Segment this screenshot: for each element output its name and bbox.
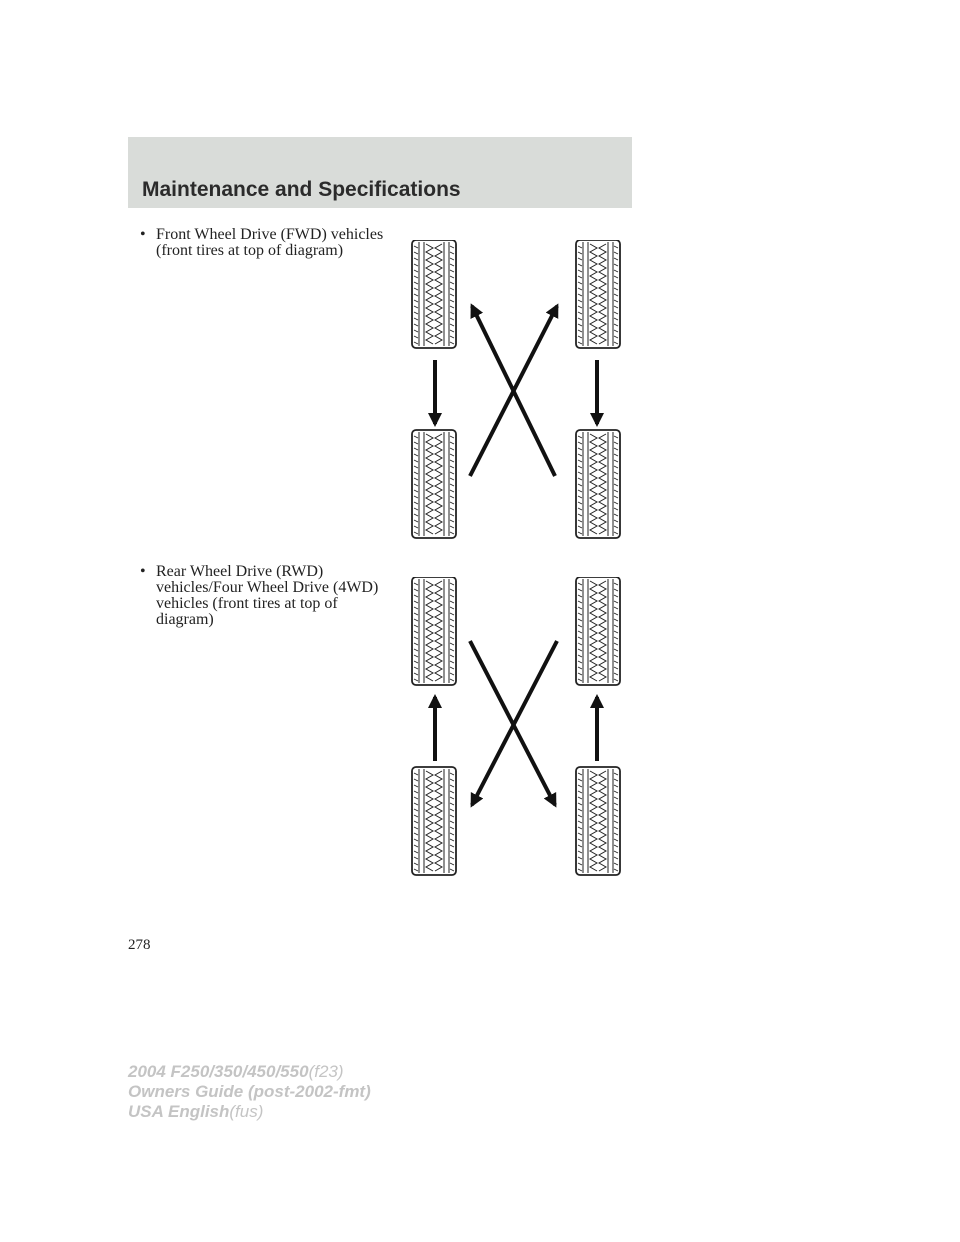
bullet-text: Rear Wheel Drive (RWD) vehicles/Four Wheel Drive (4WD) vehicles (front tires at top of diagram)	[156, 563, 379, 628]
tire-rear-left	[412, 767, 456, 875]
footer-model: 2004 F250/350/450/550	[128, 1062, 309, 1081]
tire-rear-left	[412, 430, 456, 538]
tire-rear-right	[576, 767, 620, 875]
page-number: 278	[128, 937, 151, 953]
bullet-symbol: •	[140, 226, 146, 243]
section-title: Maintenance and Specifications	[142, 178, 461, 201]
tire-rear-right	[576, 430, 620, 538]
tire-front-right	[576, 240, 620, 348]
bullet-symbol: •	[140, 563, 146, 580]
rwd-4wd-rotation-diagram	[392, 577, 632, 877]
footer-model-code: (f23)	[308, 1062, 344, 1081]
fwd-rotation-diagram	[392, 240, 632, 540]
tire-front-left	[412, 240, 456, 348]
tire-front-left	[412, 577, 456, 685]
footer-imprint	[128, 1062, 371, 1122]
footer-language: USA English	[128, 1102, 230, 1121]
tire-front-right	[576, 577, 620, 685]
footer-language-code: (fus)	[229, 1102, 264, 1121]
bullet-text: Front Wheel Drive (FWD) vehicles (front tires at top of diagram)	[156, 226, 384, 259]
footer-guide: Owners Guide (post-2002-fmt)	[128, 1082, 371, 1101]
